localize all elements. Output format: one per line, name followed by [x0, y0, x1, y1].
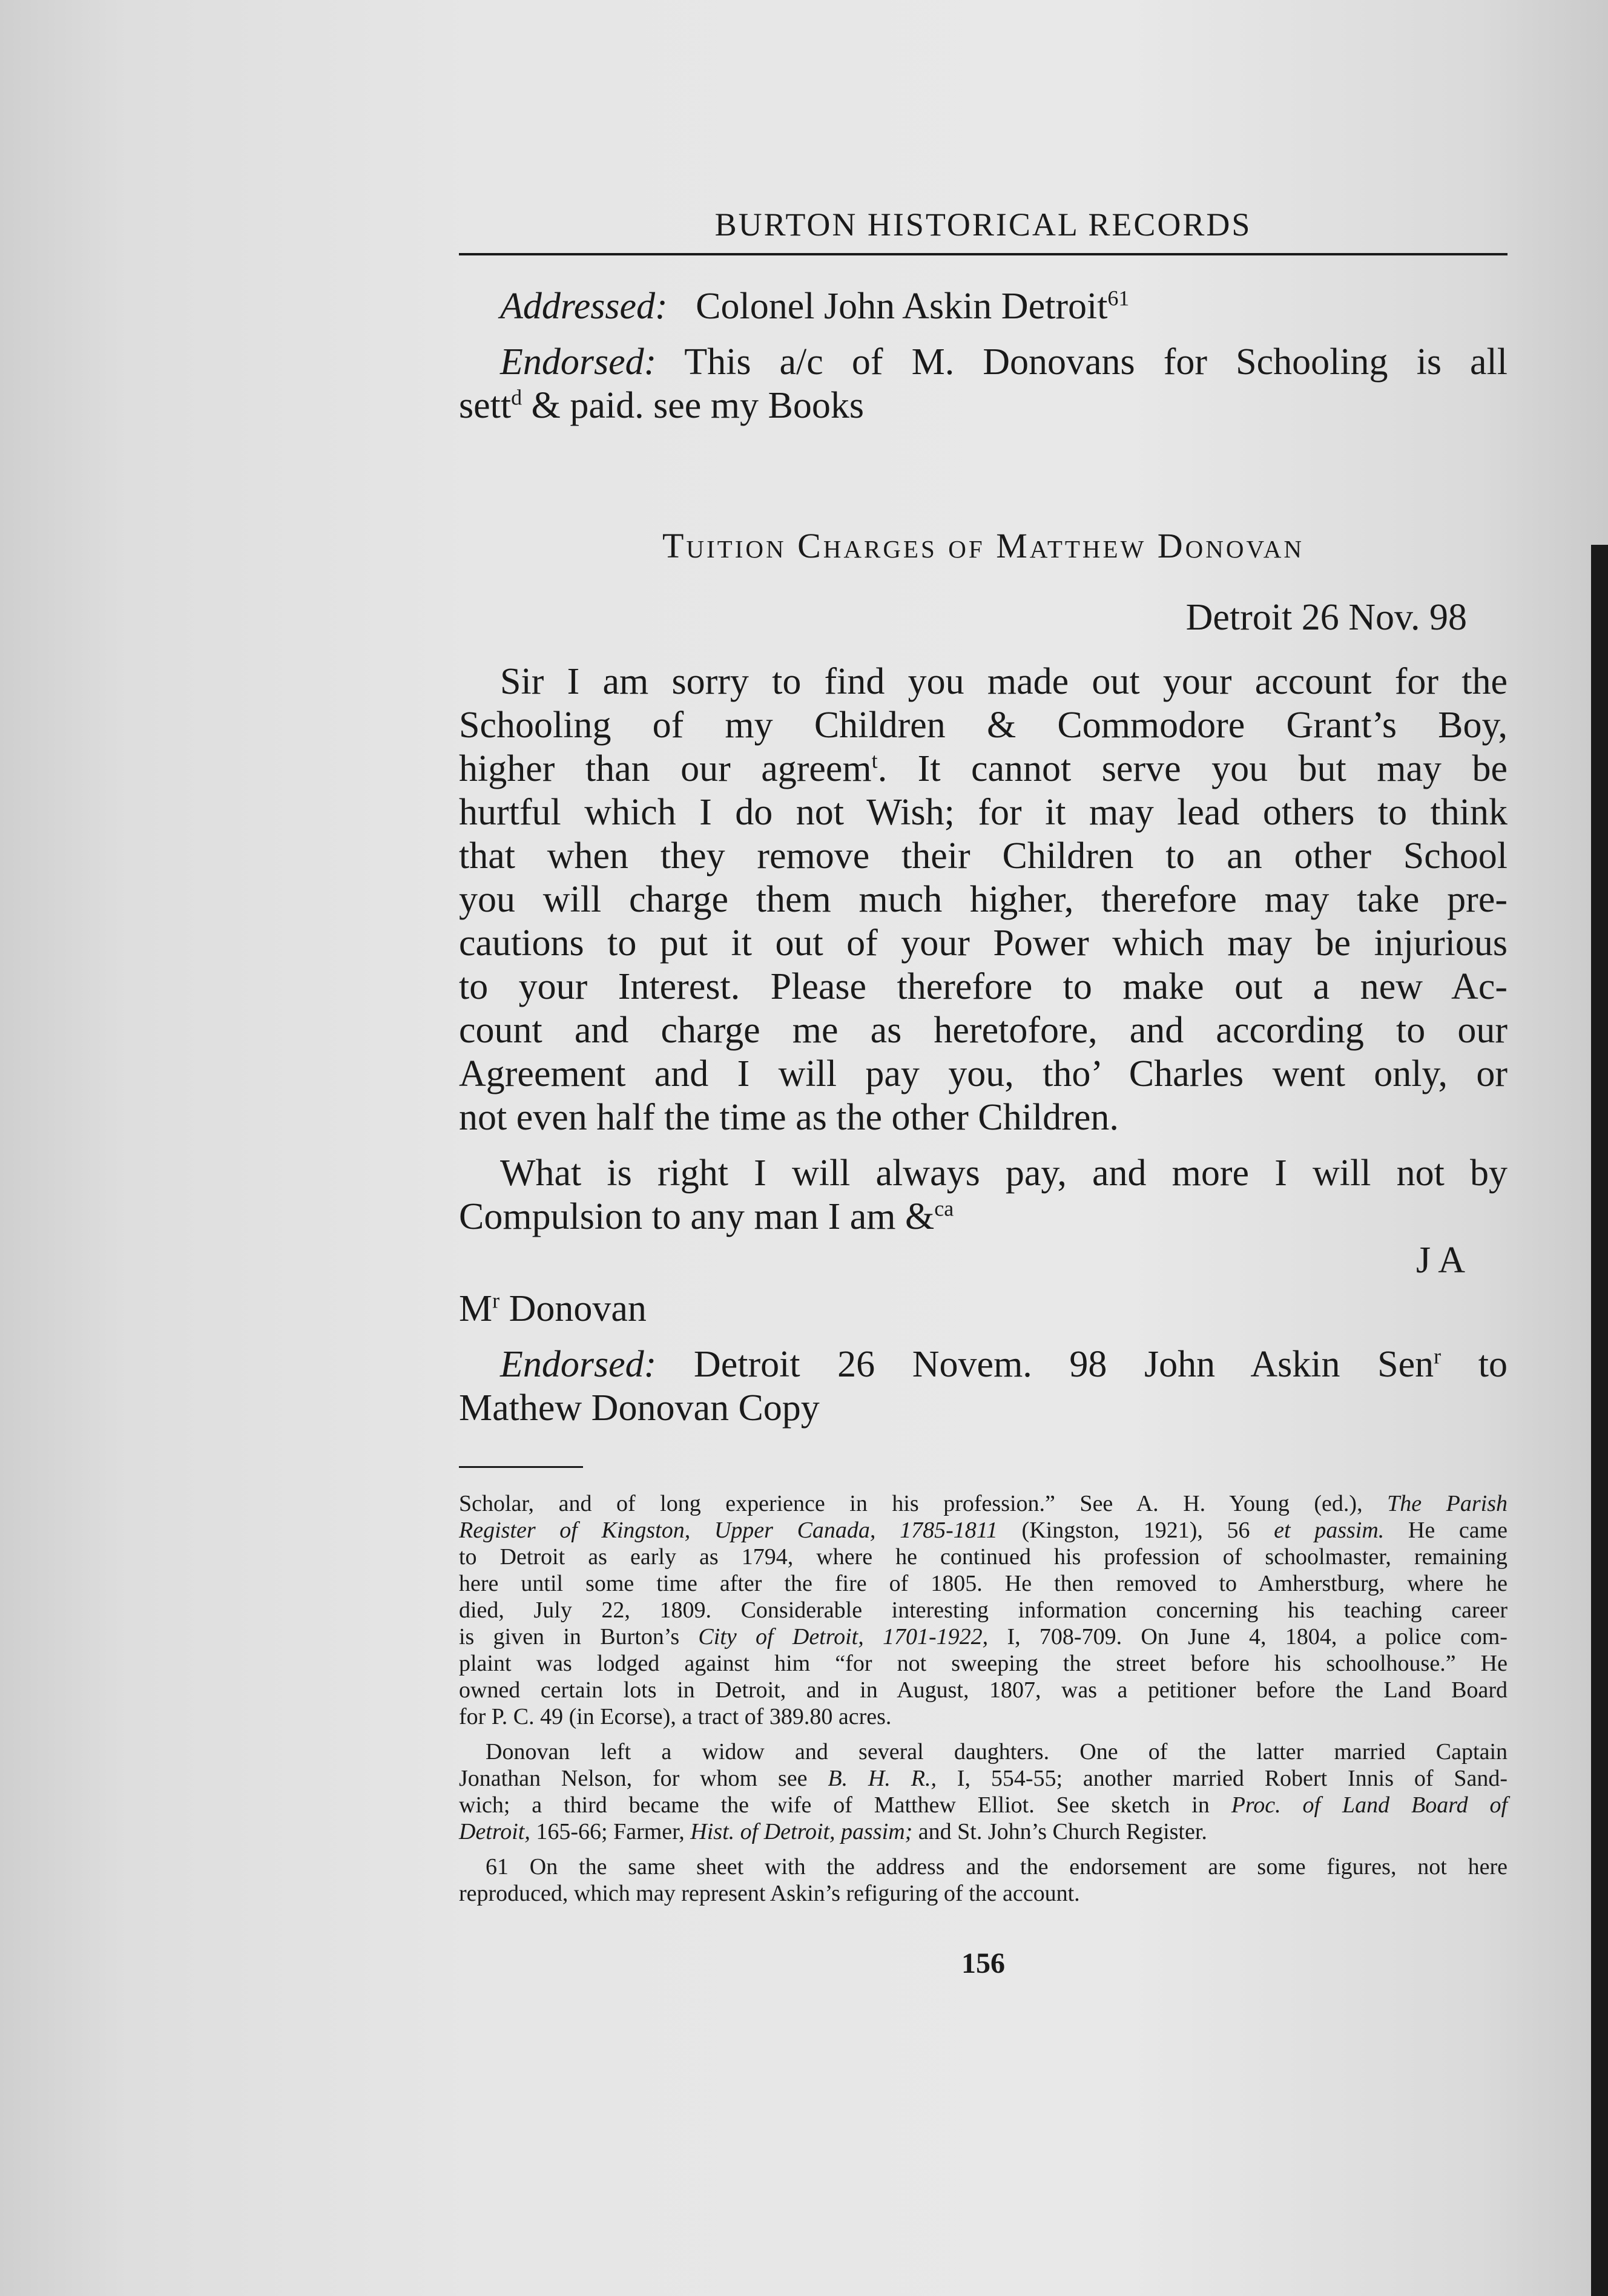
footnote-italic: City of Detroit, 1701-1922,	[698, 1624, 989, 1650]
footnote-text: Jonathan Nelson, for whom see	[459, 1766, 828, 1791]
endorsed-copy-line-1	[459, 1343, 1508, 1386]
footnote-text: (Kingston, 1921), 56	[997, 1518, 1274, 1543]
letter-line: Sir I am sorry to find you made out your account for the	[500, 661, 1508, 702]
footnote-italic: Proc. of Land Board of	[1231, 1792, 1508, 1818]
endorsed-label: Endorsed:	[500, 341, 657, 383]
endorsed-text-2a: sett	[459, 385, 512, 426]
letter-line: not even half the time as the other Children.	[459, 1097, 1119, 1138]
letter-line: count and charge me as heretofore, and according to our	[459, 1010, 1508, 1051]
footnote-paragraph-1	[459, 1490, 1508, 1730]
footnote-text: 165-66; Farmer,	[530, 1819, 691, 1844]
letter-line	[459, 747, 1508, 791]
footnote-text: I, 554-55; another married Robert Innis of Sand-	[936, 1766, 1508, 1791]
running-head: BURTON HISTORICAL RECORDS	[714, 206, 1252, 243]
footnote-line: plaint was lodged against him “for not sweeping the street before his schoolhouse.” He	[459, 1651, 1508, 1676]
endorsed-line-2	[459, 384, 1508, 427]
letter-line: that when they remove their Children to an other School	[459, 835, 1508, 877]
footnote-italic: Detroit,	[459, 1819, 530, 1844]
footnote-line: owned certain lots in Detroit, and in August, 1807, was a petitioner before the Land Board	[459, 1677, 1508, 1703]
letter-line: you will charge them much higher, therefore may take pre-	[459, 879, 1508, 920]
footnote-61	[459, 1854, 1508, 1907]
letter-line: Schooling of my Children & Commodore Grant’s Boy,	[459, 705, 1508, 746]
addressee	[459, 1287, 1508, 1331]
footnote-line: died, July 22, 1809. Considerable interesting information concerning his teaching career	[459, 1597, 1508, 1623]
footnote-italic: Hist. of Detroit, passim;	[690, 1819, 913, 1844]
letter-line: What is right I will always pay, and more I will not by	[500, 1153, 1508, 1194]
footnote-rule	[459, 1466, 583, 1468]
footnote-line: here until some time after the fire of 1805. He then removed to Amherstburg, where he	[459, 1571, 1508, 1596]
page-number: 156	[961, 1947, 1005, 1979]
page-edge-shadow	[1591, 545, 1608, 2296]
letter-line: hurtful which I do not Wish; for it may lead others to think	[459, 792, 1508, 833]
footnote-line: Donovan left a widow and several daughters. One of the latter married Captain	[486, 1739, 1508, 1765]
footnote-italic: Register of Kingston, Upper Canada, 1785-1811	[459, 1518, 998, 1543]
letter-line: to your Interest. Please therefore to make out a new Ac-	[459, 966, 1508, 1007]
footnote-italic: The Parish	[1387, 1491, 1508, 1516]
footnote-line: 61 On the same sheet with the address and the endorsement are some figures, not here	[486, 1854, 1508, 1880]
addressee-text: M	[459, 1288, 493, 1329]
footnote-line: to Detroit as early as 1794, where he continued his profession of schoolmaster, remaining	[459, 1544, 1508, 1570]
endorsed-copy-text: to	[1441, 1344, 1508, 1385]
signature: J A	[1416, 1240, 1465, 1281]
footnote-text: is given in Burton’s	[459, 1624, 699, 1650]
footnote-line	[459, 1490, 1508, 1517]
address-block	[459, 285, 1508, 427]
endorsed-copy-text: Detroit 26 Novem. 98 John Askin Sen	[693, 1344, 1434, 1385]
footnote-line	[459, 1765, 1508, 1792]
footnote-line: reproduced, which may represent Askin’s refiguring of the account.	[459, 1881, 1080, 1906]
footnote-text: wich; a third became the wife of Matthew Elliot. See sketch in	[459, 1792, 1231, 1818]
addressee-sup: r	[492, 1288, 500, 1313]
addressed-label: Addressed:	[500, 286, 668, 327]
footnote-italic: B. H. R.,	[828, 1766, 937, 1791]
letter-text: . It cannot serve you but may be	[877, 748, 1508, 789]
footnote-line	[459, 1623, 1508, 1650]
endorsed-copy-sup: r	[1434, 1344, 1442, 1369]
letter-text: Compulsion to any man I am &	[459, 1196, 935, 1237]
footnote-line: for P. C. 49 (in Ecorse), a tract of 389.80 acres.	[459, 1704, 892, 1729]
footnote-text: and St. John’s Church Register.	[912, 1819, 1207, 1844]
letter-sup: t	[871, 748, 878, 773]
footnote-ref-61: 61	[1107, 286, 1130, 311]
footnote-text: He came	[1384, 1518, 1508, 1543]
footnote-paragraph-2	[459, 1738, 1508, 1845]
footnote-italic: et passim.	[1274, 1518, 1385, 1543]
addressed-text: Colonel John Askin Detroit	[696, 286, 1108, 327]
letter-dateline: Detroit 26 Nov. 98	[1185, 597, 1467, 638]
letter-line: Agreement and I will pay you, tho’ Charles went only, or	[459, 1053, 1508, 1094]
endorsed-line-1	[459, 340, 1508, 384]
footnote-line	[459, 1792, 1508, 1818]
footnote-line	[459, 1517, 1508, 1544]
footnote-text: I, 708-709. On June 4, 1804, a police com-	[988, 1624, 1508, 1650]
addressee-text: Donovan	[499, 1288, 647, 1329]
endorsed-label: Endorsed:	[500, 1344, 657, 1385]
footnotes	[459, 1490, 1508, 1907]
letter-body	[459, 660, 1508, 1430]
endorsed-sup: d	[511, 385, 522, 410]
footnote-line	[459, 1818, 1508, 1845]
section-title: Tuition Charges of Matthew Donovan	[662, 526, 1305, 565]
letter-line: cautions to put it out of your Power which may be injurious	[459, 923, 1508, 964]
letter-text: higher than our agreem	[459, 748, 872, 789]
addressed-line	[459, 285, 1508, 328]
letter-line	[459, 1195, 1508, 1238]
footnote-text: Scholar, and of long experience in his profession.” See A. H. Young (ed.),	[459, 1491, 1388, 1516]
header-rule	[459, 253, 1508, 255]
endorsed-copy-line-2: Mathew Donovan Copy	[459, 1387, 820, 1429]
letter-sup: ca	[934, 1196, 954, 1221]
endorsed-text-2b: & paid. see my Books	[522, 385, 864, 426]
endorsed-text-1: This a/c of M. Donovans for Schooling is all	[684, 341, 1508, 383]
